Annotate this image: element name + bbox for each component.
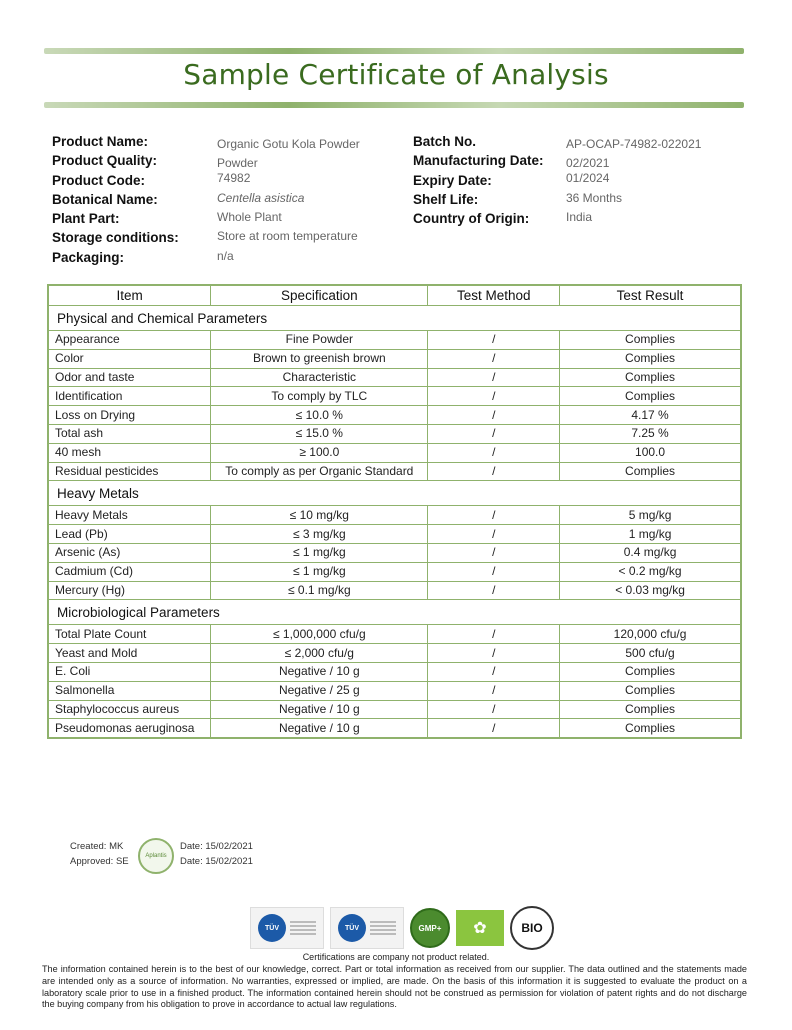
table-row (48, 581, 741, 600)
specification-cell: Characteristic (211, 368, 428, 387)
header-bottom-rule (44, 102, 744, 108)
header-specification: Specification (211, 285, 428, 306)
test-result-cell: 1 mg/kg (560, 525, 741, 544)
test-result-cell: Complies (560, 368, 741, 387)
specification-cell: To comply by TLC (211, 387, 428, 406)
test-method-cell: / (428, 719, 560, 738)
table-row (48, 681, 741, 700)
test-result-cell: Complies (560, 719, 741, 738)
test-result-cell: 500 cfu/g (560, 644, 741, 663)
specification-cell: ≤ 0.1 mg/kg (211, 581, 428, 600)
table-row (48, 331, 741, 350)
specification-cell: Negative / 10 g (211, 700, 428, 719)
item-cell: 40 mesh (48, 443, 211, 462)
item-cell: Heavy Metals (48, 506, 211, 525)
header-test-method: Test Method (428, 285, 560, 306)
mfg-date-label: Manufacturing Date: (413, 153, 544, 169)
section-row (48, 600, 741, 625)
table-row (48, 562, 741, 581)
test-result-cell: 7.25 % (560, 424, 741, 443)
table-row (48, 644, 741, 663)
section-title: Microbiological Parameters (48, 600, 741, 625)
test-result-cell: 100.0 (560, 443, 741, 462)
bio-seal-icon (510, 906, 554, 950)
disclaimer-text: The information contained herein is to the best of our knowledge, correct. Part or total information as received from our supplier. The data outlined and the statements made are intended only as a source of information. No warranties, expressed or implied, are made. On the basis of this information it is suggested to evaluate the product on a laboratory scale prior to use in a finished product. The information contained herein should not be construed as permission for violation of patent rights and do not discharge the buying company from his obligation to prove in accordance to actual law regulations. (42, 964, 747, 1010)
specification-cell: ≤ 1 mg/kg (211, 543, 428, 562)
test-method-cell: / (428, 368, 560, 387)
badge-text-lines (370, 921, 396, 935)
header-item: Item (48, 285, 211, 306)
table-header-row (48, 285, 741, 306)
tuv-logo-icon: TÜV (338, 914, 366, 942)
plant-part-label: Plant Part: (52, 211, 120, 227)
certification-badges (250, 906, 554, 950)
specification-cell: ≤ 15.0 % (211, 424, 428, 443)
item-cell: Lead (Pb) (48, 525, 211, 544)
product-name-value: Organic Gotu Kola Powder (217, 137, 360, 151)
specification-cell: ≤ 2,000 cfu/g (211, 644, 428, 663)
created-by: Created: MK (70, 841, 124, 852)
section-row (48, 306, 741, 331)
item-cell: Total ash (48, 424, 211, 443)
test-method-cell: / (428, 424, 560, 443)
item-cell: Yeast and Mold (48, 644, 211, 663)
item-cell: Staphylococcus aureus (48, 700, 211, 719)
product-quality-value: Powder (217, 156, 258, 171)
table-row (48, 719, 741, 738)
test-result-cell: < 0.2 mg/kg (560, 562, 741, 581)
tuv-logo-icon: TÜV (258, 914, 286, 942)
test-result-cell: 120,000 cfu/g (560, 625, 741, 644)
tuv-haccp-badge-icon (330, 907, 404, 949)
shelf-life-label: Shelf Life: (413, 191, 479, 207)
mfg-date-value: 02/2021 (566, 156, 610, 171)
eu-organic-leaf-icon: ✿ (456, 910, 504, 946)
section-title: Physical and Chemical Parameters (48, 306, 741, 331)
specification-cell: Negative / 10 g (211, 719, 428, 738)
table-row (48, 525, 741, 544)
table-row (48, 443, 741, 462)
item-cell: E. Coli (48, 662, 211, 681)
gmp-plus-badge-icon: GMP+ (410, 908, 450, 948)
batch-value: AP-OCAP-74982-022021 (566, 137, 702, 151)
table-row (48, 662, 741, 681)
table-row (48, 424, 741, 443)
test-result-cell: 0.4 mg/kg (560, 543, 741, 562)
item-cell: Mercury (Hg) (48, 581, 211, 600)
item-cell: Appearance (48, 331, 211, 350)
specification-cell: ≤ 1 mg/kg (211, 562, 428, 581)
bio-seal-text: BIO (521, 921, 543, 935)
specification-cell: To comply as per Organic Standard (211, 462, 428, 481)
table-row (48, 506, 741, 525)
stamp-text: Aplantis (145, 853, 167, 859)
expiry-label: Expiry Date: (413, 172, 492, 188)
test-method-cell: / (428, 331, 560, 350)
certification-footnote: Certifications are company not product related. (302, 952, 490, 962)
product-code-label: Product Code: (52, 172, 145, 188)
specification-cell: ≤ 10 mg/kg (211, 506, 428, 525)
test-method-cell: / (428, 462, 560, 481)
expiry-value: 01/2024 (566, 170, 610, 185)
item-cell: Color (48, 349, 211, 368)
test-method-cell: / (428, 506, 560, 525)
analysis-table-body (48, 285, 741, 738)
table-row (48, 462, 741, 481)
tuv-iso-badge-icon (250, 907, 324, 949)
test-method-cell: / (428, 562, 560, 581)
specification-cell: ≥ 100.0 (211, 443, 428, 462)
document-title: Sample Certificate of Analysis (183, 58, 609, 91)
item-cell: Arsenic (As) (48, 543, 211, 562)
section-title: Heavy Metals (48, 481, 741, 506)
specification-cell: Negative / 25 g (211, 681, 428, 700)
specification-cell: Brown to greenish brown (211, 349, 428, 368)
item-cell: Cadmium (Cd) (48, 562, 211, 581)
test-method-cell: / (428, 349, 560, 368)
table-row (48, 368, 741, 387)
item-cell: Total Plate Count (48, 625, 211, 644)
botanical-name-label: Botanical Name: (52, 191, 158, 207)
table-row (48, 700, 741, 719)
signoff-dates (180, 841, 253, 871)
specification-cell: ≤ 3 mg/kg (211, 525, 428, 544)
test-method-cell: / (428, 625, 560, 644)
approved-date: Date: 15/02/2021 (180, 856, 253, 867)
table-row (48, 406, 741, 425)
specification-cell: ≤ 1,000,000 cfu/g (211, 625, 428, 644)
test-method-cell: / (428, 681, 560, 700)
packaging-label: Packaging: (52, 249, 125, 265)
test-result-cell: Complies (560, 700, 741, 719)
test-result-cell: < 0.03 mg/kg (560, 581, 741, 600)
test-method-cell: / (428, 443, 560, 462)
signoff-names (70, 841, 129, 871)
specification-cell: ≤ 10.0 % (211, 406, 428, 425)
analysis-table (47, 284, 742, 739)
test-method-cell: / (428, 525, 560, 544)
item-cell: Salmonella (48, 681, 211, 700)
approved-by: Approved: SE (70, 856, 129, 867)
company-stamp-icon (138, 838, 174, 874)
table-row (48, 387, 741, 406)
table-row (48, 543, 741, 562)
origin-value: India (566, 210, 593, 225)
test-method-cell: / (428, 387, 560, 406)
section-row (48, 481, 741, 506)
product-quality-label: Product Quality: (52, 153, 158, 169)
test-method-cell: / (428, 543, 560, 562)
specification-cell: Fine Powder (211, 331, 428, 350)
test-result-cell: Complies (560, 662, 741, 681)
header-top-rule (44, 48, 744, 54)
test-result-cell: Complies (560, 387, 741, 406)
test-result-cell: Complies (560, 349, 741, 368)
botanical-name-value: Centella asistica (217, 190, 305, 205)
item-cell: Pseudomonas aeruginosa (48, 719, 211, 738)
test-result-cell: 5 mg/kg (560, 506, 741, 525)
shelf-life-value: 36 Months (566, 190, 623, 205)
created-date: Date: 15/02/2021 (180, 841, 253, 852)
specification-cell: Negative / 10 g (211, 662, 428, 681)
test-result-cell: 4.17 % (560, 406, 741, 425)
test-method-cell: / (428, 700, 560, 719)
origin-label: Country of Origin: (413, 211, 530, 227)
plant-part-value: Whole Plant (217, 210, 282, 225)
test-method-cell: / (428, 662, 560, 681)
test-method-cell: / (428, 644, 560, 663)
table-row (48, 625, 741, 644)
product-name-label: Product Name: (52, 134, 149, 149)
test-result-cell: Complies (560, 681, 741, 700)
storage-label: Storage conditions: (52, 230, 179, 246)
product-code-value: 74982 (217, 170, 251, 185)
test-result-cell: Complies (560, 462, 741, 481)
badge-text-lines (290, 921, 316, 935)
header-test-result: Test Result (560, 285, 741, 306)
packaging-value: n/a (217, 248, 234, 263)
batch-label: Batch No. (413, 134, 477, 149)
item-cell: Loss on Drying (48, 406, 211, 425)
item-cell: Residual pesticides (48, 462, 211, 481)
storage-value: Store at room temperature (217, 229, 358, 244)
item-cell: Identification (48, 387, 211, 406)
item-cell: Odor and taste (48, 368, 211, 387)
test-method-cell: / (428, 581, 560, 600)
test-result-cell: Complies (560, 331, 741, 350)
table-row (48, 349, 741, 368)
test-method-cell: / (428, 406, 560, 425)
